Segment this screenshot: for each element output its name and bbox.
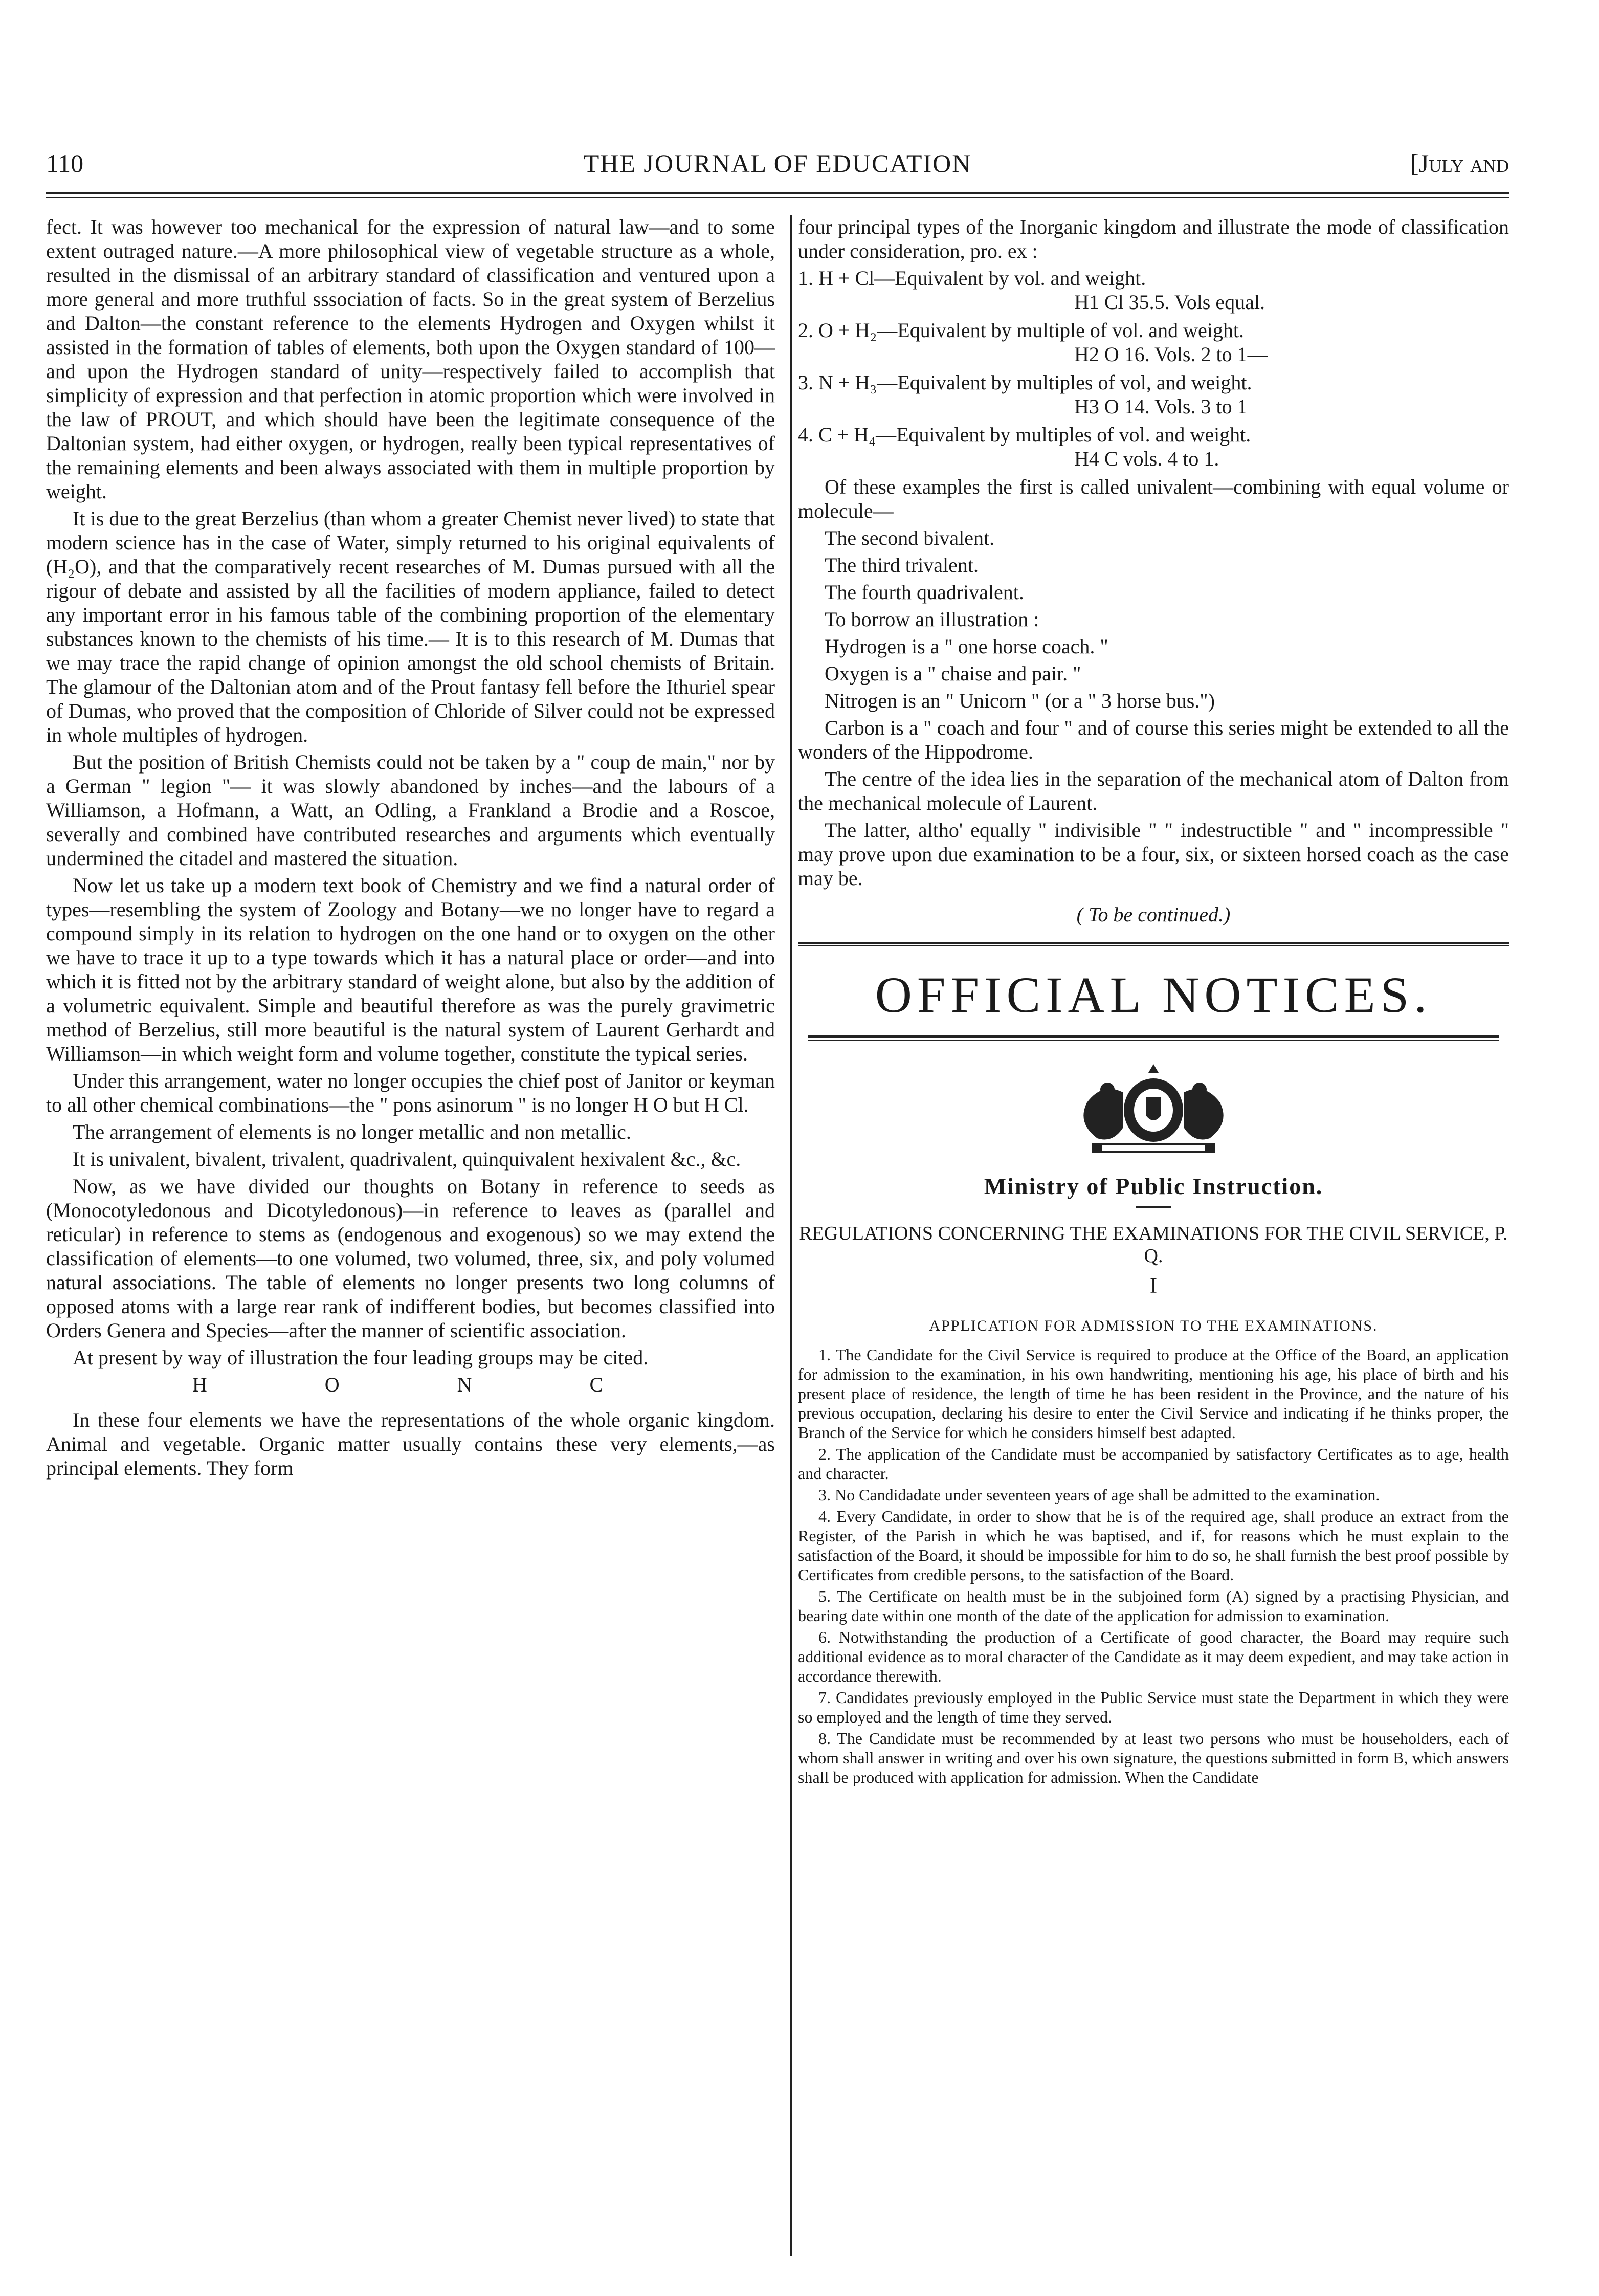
regulation-item: 8. The Candidate must be recommended by at least two persons who must be householders, each of whom shall answer in writing and over his own signature, the questions submitted in form B, which answers shall be produced with application for admission. When the Candidate — [798, 1729, 1509, 1786]
regulation-item: 5. The Certificate on health must be in the subjoined form (A) signed by a practising Physician, and bearing date within one month of the date of the application for admission to examination. — [798, 1587, 1509, 1625]
paragraph: Of these examples the first is called univalent—combining with equal volume or molecule— — [798, 475, 1509, 522]
ministry-heading: Ministry of Public Instruction. — [984, 1173, 1323, 1199]
list-line: The second bivalent. — [825, 526, 995, 549]
regulation-item: 6. Notwithstanding the production of a Certificate of good character, the Board may require such additional evidence as to moral character of the Candidate as it may deem expedient, and may take action in accordance therewith. — [798, 1628, 1509, 1685]
formula-detail: H1 Cl 35.5. Vols equal. — [1074, 291, 1265, 314]
regulation-item: 1. The Candidate for the Civil Service is required to produce at the Office of the Board, an application for admission to the examination, in his own handwriting, mentioning his age, his place of birth and his present place of residence, the length of time he has been resident in the Province, and the nature of his previous occupation, declaring his desire to enter the Civil Service and indicating if he thinks proper, the Branch of the Service for which he considers himself best adapted. — [798, 1345, 1509, 1442]
formula-detail: H2 O 16. Vols. 2 to 1— — [1074, 343, 1268, 366]
column-divider — [790, 215, 792, 2256]
list-line: Oxygen is a " chaise and pair. " — [825, 662, 1081, 685]
formula-detail: H3 O 14. Vols. 3 to 1 — [1074, 395, 1248, 418]
regulations-heading: REGULATIONS CONCERNING THE EXAMINATIONS FOR THE CIVIL SERVICE, P. Q. — [799, 1223, 1508, 1267]
element-letters: H O N C — [192, 1373, 660, 1396]
notices-rule — [808, 1035, 1499, 1038]
list-line: The fourth quadrivalent. — [825, 581, 1024, 604]
paragraph: four principal types of the Inorganic kingdom and illustrate the mode of classification under consideration, pro. ex : — [798, 215, 1509, 262]
section-rule-thin — [798, 945, 1509, 946]
formula-line: 4. C + H₄—Equivalent by multiples of vol. and weight. — [798, 423, 1251, 446]
to-be-continued: ( To be continued.) — [1076, 903, 1231, 926]
notices-rule-thin — [808, 1040, 1499, 1041]
formula-line: 1. H + Cl—Equivalent by vol. and weight. — [798, 267, 1146, 290]
application-heading: APPLICATION FOR ADMISSION TO THE EXAMINATIONS. — [929, 1317, 1378, 1334]
header-rule — [46, 192, 1509, 194]
running-header — [46, 148, 1509, 189]
list-line: Nitrogen is an " Unicorn " (or a " 3 horse bus.") — [825, 689, 1215, 712]
regulation-item: 7. Candidates previously employed in the Public Service must state the Department in which they were so employed and the length of time they served. — [798, 1688, 1509, 1726]
list-line: To borrow an illustration : — [825, 608, 1039, 631]
formula-line: 2. O + H₂—Equivalent by multiple of vol. and weight. — [798, 319, 1244, 342]
section-numeral: I — [1150, 1274, 1157, 1298]
coat-of-arms-icon — [1046, 1062, 1261, 1159]
left-column — [46, 215, 775, 1483]
list-line: The third trivalent. — [825, 554, 979, 577]
paragraph: Carbon is a " coach and four " and of course this series might be extended to all the wonders of the Hippodrome. — [798, 716, 1509, 763]
header-rule-thin — [46, 197, 1509, 198]
paragraph: Now, as we have divided our thoughts on Botany in reference to seeds as (Monocotyledonous and Dicotyledonous)—in reference to leaves as (parallel and reticular) in reference to stems as (endogenous and exogenous) so we may extend the classification of elements—to one volumed, two volumed, three, six, and poly volumed natural associations. The table of elements no longer presents two long columns of opposed atoms with a large rear rank of indifferent bodies, but becomes classified into Orders Genera and Species—after the manner of scientific association. — [46, 1175, 775, 1342]
paragraph: It is due to the great Berzelius (than whom a greater Chemist never lived) to state that modern science has in the case of Water, simply returned to his original equivalents of (H₂O), and that the comparatively recent researches of M. Dumas pursued with all the rigour of debate and assisted by all the facilities of modern appliance, failed to detect any important error in his famous table of the combining proportion of the elementary substances known to the chemists of his time.— It is to this research of M. Dumas that we may trace the rapid change of opinion amongst the old school chemists of Britain. The glamour of the Daltonian atom and of the Prout fantasy fell before the Ithuriel spear of Dumas, who proved that the composition of Chloride of Silver could not be expressed in whole multiples of hydrogen. — [46, 507, 775, 746]
paragraph: At present by way of illustration the four leading groups may be cited. — [73, 1346, 649, 1369]
short-rule — [1136, 1206, 1171, 1208]
header-date-fragment: [July and — [1410, 149, 1509, 178]
list-line: Hydrogen is a " one horse coach. " — [825, 635, 1108, 658]
paragraph: The centre of the idea lies in the separation of the mechanical atom of Dalton from the mechanical molecule of Laurent. — [798, 767, 1509, 814]
section-rule — [798, 942, 1509, 944]
paragraph: But the position of British Chemists could not be taken by a " coup de main," nor by a German " legion "— it was slowly abandoned by inches—and the labours of a Williamson, a Hofmann, a Watt, an Odling, a Frankland a Brodie and a Roscoe, severally and combined have contributed researches and arguments which eventually undermined the citadel and mastered the situation. — [46, 750, 775, 870]
paragraph: In these four elements we have the representations of the whole organic kingdom. Animal and vegetable. Organic matter usually contains these very elements,—as principal elements. They form — [46, 1408, 775, 1480]
formula-detail: H4 C vols. 4 to 1. — [1074, 447, 1219, 470]
paragraph: The latter, altho' equally " indivisible " " indestructible " and " incompressible " may prove upon due examination to be a four, six, or sixteen horsed coach as the case may be. — [798, 819, 1509, 890]
paragraph: It is univalent, bivalent, trivalent, quadrivalent, quinquivalent hexivalent &c., &c. — [73, 1147, 741, 1171]
paragraph: Now let us take up a modern text book of Chemistry and we find a natural order of types—resembling the system of Zoology and Botany—we no longer have to regard a compound simply in its relation to hydrogen on the one hand or to oxygen on the other we have to trace it up to a type towards which it has a natural place or order—and into which it is fitted not by the arbitrary standard of weight alone, but also by the addition of a volumetric equivalent. Simple and beautiful therefore as was the purely gravimetric method of Berzelius, still more beautiful is the natural system of Laurent Gerhardt and Williamson—in which weight form and volume together, constitute the typical series. — [46, 874, 775, 1065]
regulation-item: 3. No Candidadate under seventeen years of age shall be admitted to the examination. — [818, 1486, 1380, 1504]
paragraph: fect. It was however too mechanical for the expression of natural law—and to some extent outraged nature.—A more philosophical view of vegetable structure as a whole, resulted in the dismissal of an arbitrary standard of classification and ventured upon a more general and more truthful sssociation of facts. So in the great system of Berzelius and Dalton—the constant reference to the elements Hydrogen and Oxygen whilst it assisted in the formation of tables of elements, both upon the Oxygen standard of 100—and upon the Hydrogen standard of unity—respectively failed to accomplish that simplicity of expression and that perfection in atomic proportion which were involved in the law of PROUT, and which should have been the legitimate consequence of the Daltonian system, had either oxygen, or hydrogen, really been typical representatives of the remaining elements and been always associated with them in multiple proportion by weight. — [46, 215, 775, 503]
official-notices-heading: OFFICIAL NOTICES. — [875, 966, 1432, 1023]
regulation-item: 4. Every Candidate, in order to show that he is of the required age, shall produce an extract from the Register, of the Parish in which he was baptised, and if, for reasons which he must explain to the satisfaction of the Board, it should be impossible for him to do so, he shall furnish the best proof possible by Certificates from credible persons, to the satisfaction of the Board. — [798, 1507, 1509, 1584]
right-column — [798, 215, 1509, 1789]
journal-title: THE JOURNAL OF EDUCATION — [583, 149, 972, 178]
paragraph: The arrangement of elements is no longer metallic and non metallic. — [73, 1120, 631, 1143]
formula-line: 3. N + H₃—Equivalent by multiples of vol, and weight. — [798, 371, 1252, 394]
paragraph: Under this arrangement, water no longer occupies the chief post of Janitor or keyman to all other chemical combinations—the " pons asinorum " is no longer H O but H Cl. — [46, 1069, 775, 1116]
page-number: 110 — [46, 149, 84, 178]
regulation-item: 2. The application of the Candidate must be accompanied by satisfactory Certificates as to age, health and character. — [798, 1445, 1509, 1483]
